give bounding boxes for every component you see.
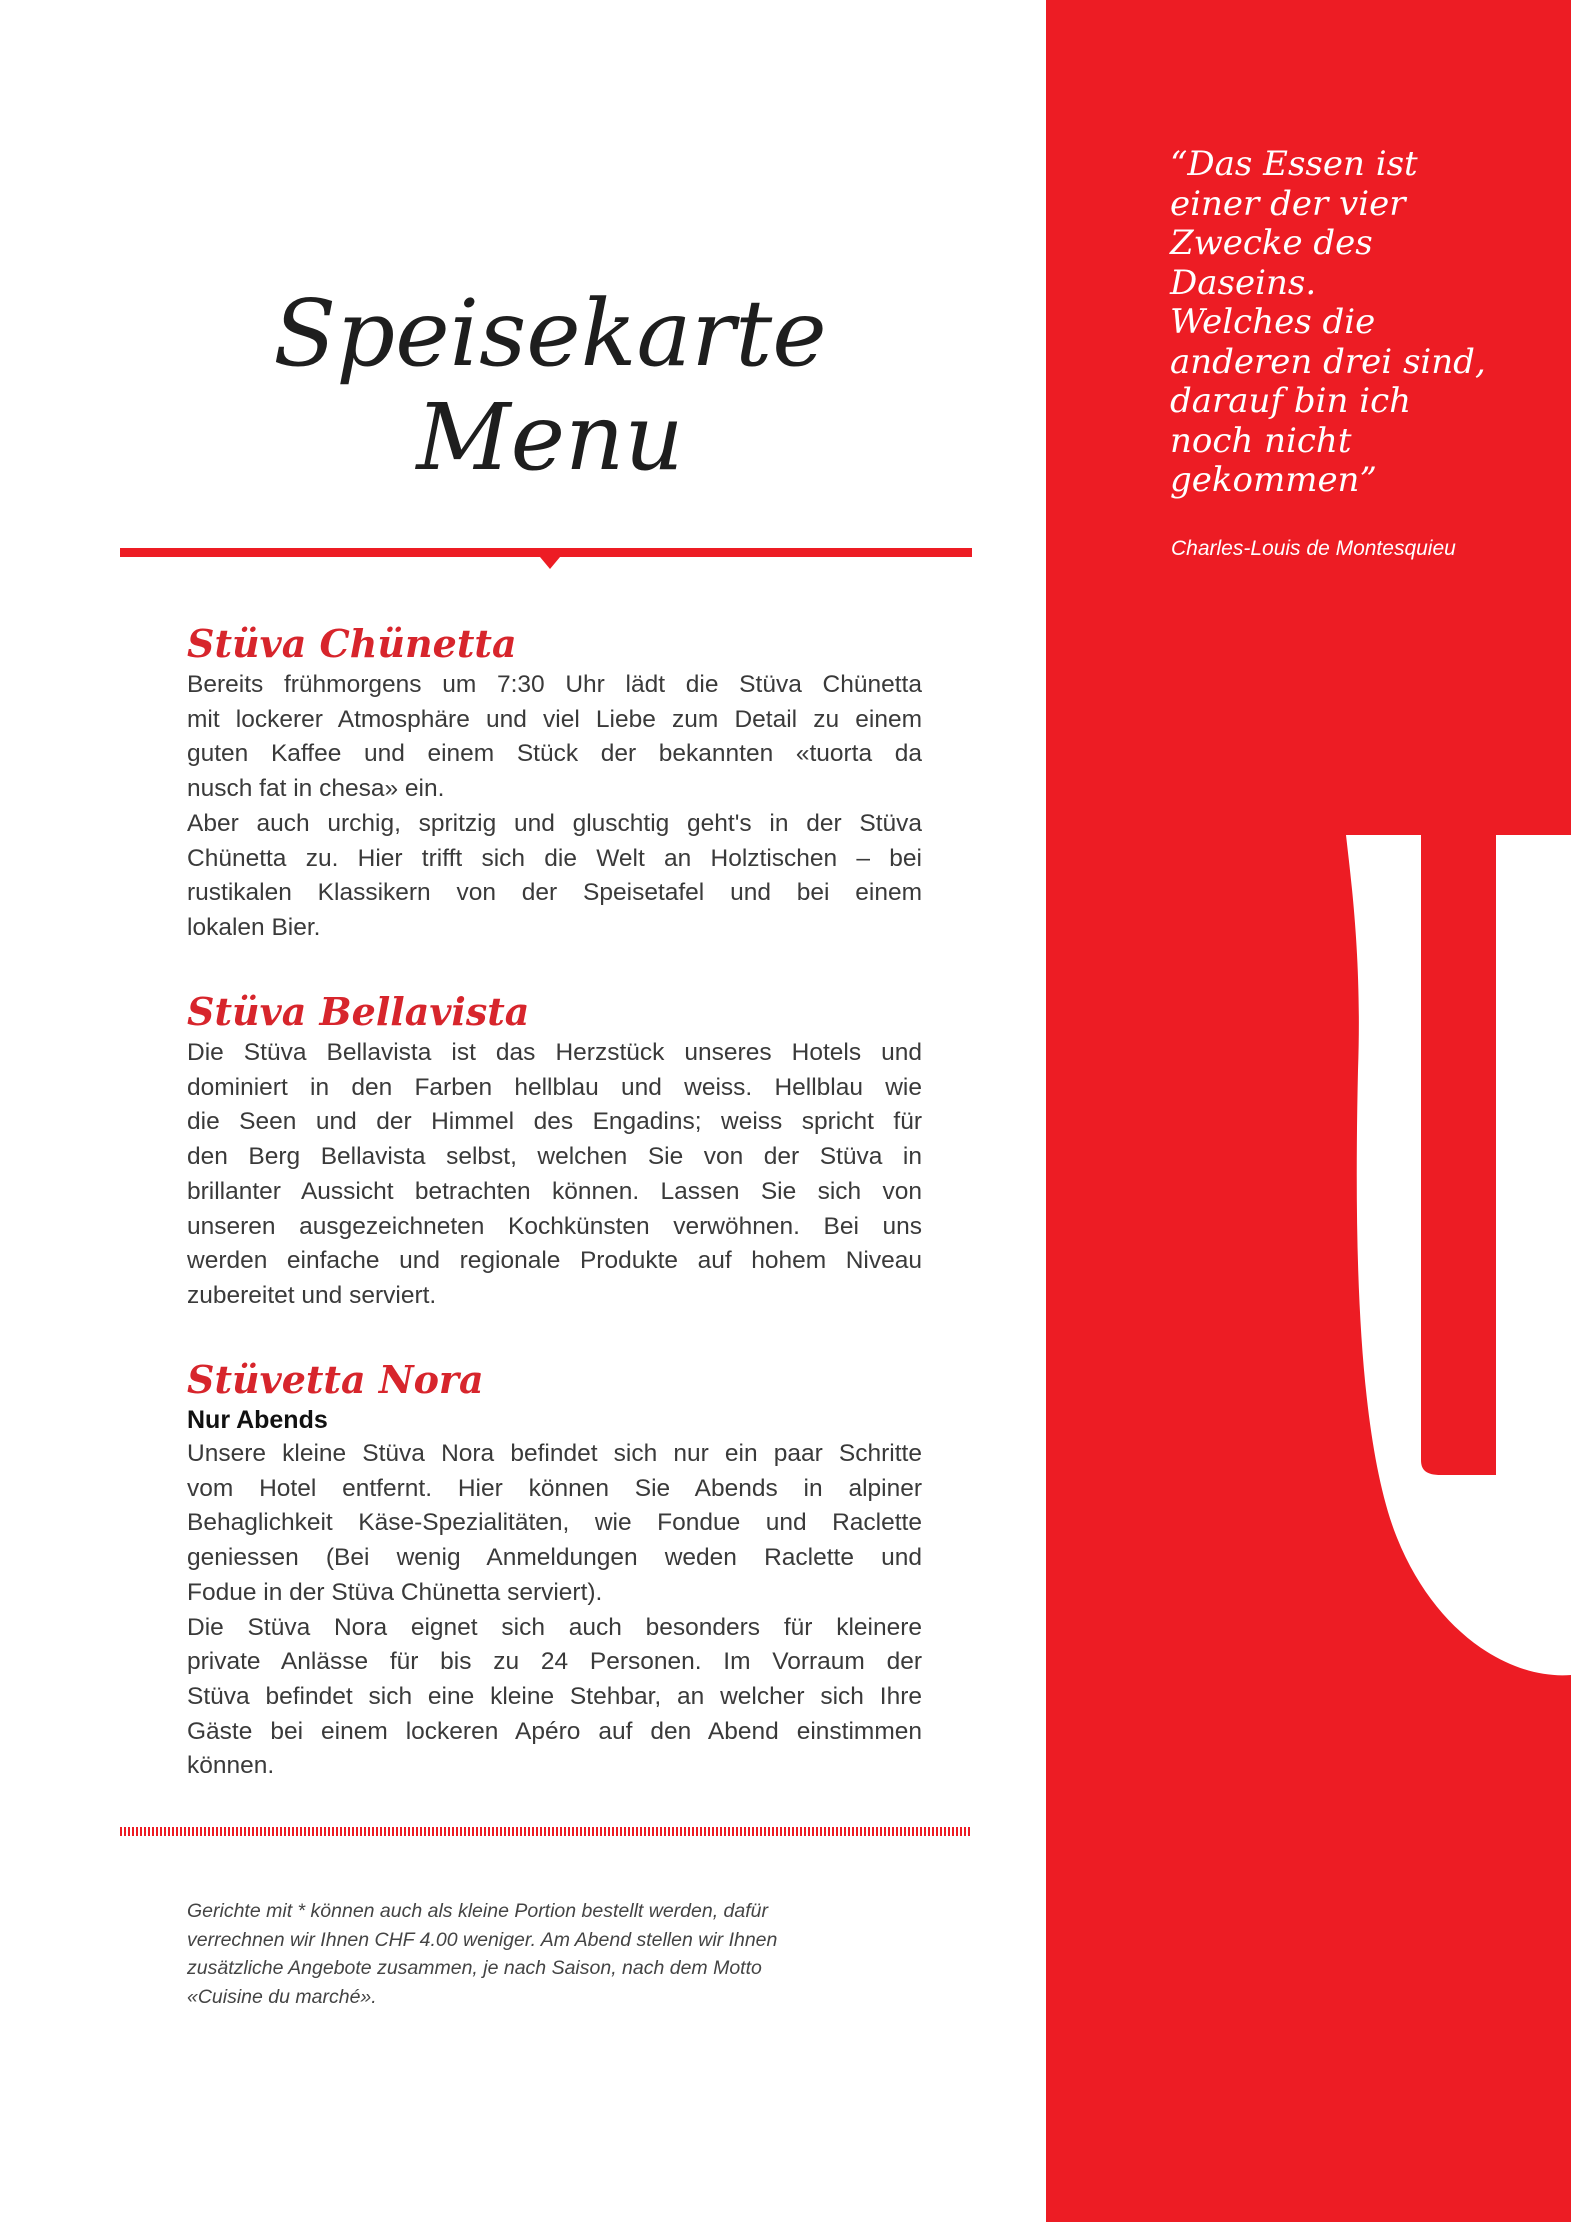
title-line-1: Speisekarte xyxy=(273,280,827,387)
body-line: werden einfache und regionale Produkte auf hohem Niveau xyxy=(187,1247,922,1275)
wine-glass-silhouette xyxy=(1346,835,1571,2222)
body-line: vom Hotel entfernt. Hier können Sie Abends in alpiner xyxy=(187,1474,922,1502)
quote-author: Charles-Louis de Montesquieu xyxy=(1171,537,1456,560)
body-line: Behaglichkeit Käse-Spezialitäten, wie Fondue und Raclette xyxy=(187,1509,922,1537)
body-line: unseren ausgezeichneten Kochkünsten verwöhnen. Bei uns xyxy=(187,1212,922,1240)
quote-line: anderen drei sind, xyxy=(1170,341,1486,382)
body-line: können. xyxy=(187,1752,275,1780)
section-title: Stüvetta Nora xyxy=(187,1357,484,1402)
footnote-line: «Cuisine du marché». xyxy=(187,1986,377,2009)
title-divider xyxy=(120,548,972,557)
body-line: geniessen (Bei wenig Anmeldungen weden Raclette und xyxy=(187,1544,922,1572)
quote-line: Zwecke des xyxy=(1170,223,1373,263)
title-line-2: Menu xyxy=(416,384,684,491)
quote-line: Welches die xyxy=(1170,302,1376,342)
body-line: nusch fat in chesa» ein. xyxy=(187,775,445,803)
quote xyxy=(1170,145,1550,501)
body-line: private Anlässe für bis zu 24 Personen. Im Vorraum der xyxy=(187,1648,922,1676)
quote-line: einer der vier xyxy=(1170,183,1406,224)
body-line: mit lockerer Atmosphäre und viel Liebe zum Detail zu einem xyxy=(187,705,922,733)
body-line: Stüva befindet sich eine kleine Stehbar, an welcher sich Ihre xyxy=(187,1682,922,1710)
page-title xyxy=(120,282,980,490)
section-subtitle: Nur Abends xyxy=(187,1406,328,1434)
quote-line: noch nicht xyxy=(1170,420,1352,461)
body-line: Chünetta zu. Hier trifft sich die Welt an Holztischen – bei xyxy=(187,844,922,872)
body-line: guten Kaffee und einem Stück der bekannten «tuorta da xyxy=(187,740,922,768)
section-stuva-chunetta xyxy=(187,620,922,946)
section-title: Stüva Bellavista xyxy=(187,989,530,1034)
footnote-line: Gerichte mit * können auch als kleine Portion bestellt werden, dafür xyxy=(187,1900,768,1922)
body-line: Aber auch urchig, spritzig und gluschtig geht's in der Stüva xyxy=(187,809,922,837)
bottom-divider xyxy=(120,1827,972,1836)
body-line: dominiert in den Farben hellblau und weiss. Hellblau wie xyxy=(187,1073,922,1101)
quote-line: gekommen” xyxy=(1170,460,1377,500)
body-line: lokalen Bier. xyxy=(187,913,321,941)
body-line: Die Stüva Bellavista ist das Herzstück unseres Hotels und xyxy=(187,1039,922,1066)
footnote-line: zusätzliche Angebote zusammen, je nach Saison, nach dem Motto xyxy=(187,1957,762,1980)
body-line: die Seen und der Himmel des Engadins; weiss spricht für xyxy=(187,1108,922,1136)
body-line: Fodue in der Stüva Chünetta serviert). xyxy=(187,1578,603,1606)
quote-line: “Das Essen ist xyxy=(1170,144,1418,184)
body-line: rustikalen Klassikern von der Speisetafel und bei einem xyxy=(187,879,922,907)
body-line: den Berg Bellavista selbst, welchen Sie von der Stüva in xyxy=(187,1143,922,1171)
body-line: Die Stüva Nora eignet sich auch besonders für kleinere xyxy=(187,1613,922,1641)
quote-line: Daseins. xyxy=(1170,262,1317,303)
divider-arrow-icon xyxy=(540,557,560,569)
footnote-line: verrechnen wir Ihnen CHF 4.00 weniger. Am Abend stellen wir Ihnen xyxy=(187,1928,778,1951)
section-stuva-bellavista xyxy=(187,988,922,1314)
section-title: Stüva Chünetta xyxy=(187,621,517,666)
footnote xyxy=(187,1897,887,2012)
body-line: brillanter Aussicht betrachten können. Lassen Sie sich von xyxy=(187,1177,922,1205)
body-line: Unsere kleine Stüva Nora befindet sich nur ein paar Schritte xyxy=(187,1440,922,1467)
body-line: Gäste bei einem lockeren Apéro auf den Abend einstimmen xyxy=(187,1717,922,1745)
body-line: Bereits frühmorgens um 7:30 Uhr lädt die Stüva Chünetta xyxy=(187,671,922,698)
body-line: zubereitet und serviert. xyxy=(187,1281,437,1309)
section-stuvetta-nora xyxy=(187,1356,922,1784)
quote-line: darauf bin ich xyxy=(1170,381,1412,421)
